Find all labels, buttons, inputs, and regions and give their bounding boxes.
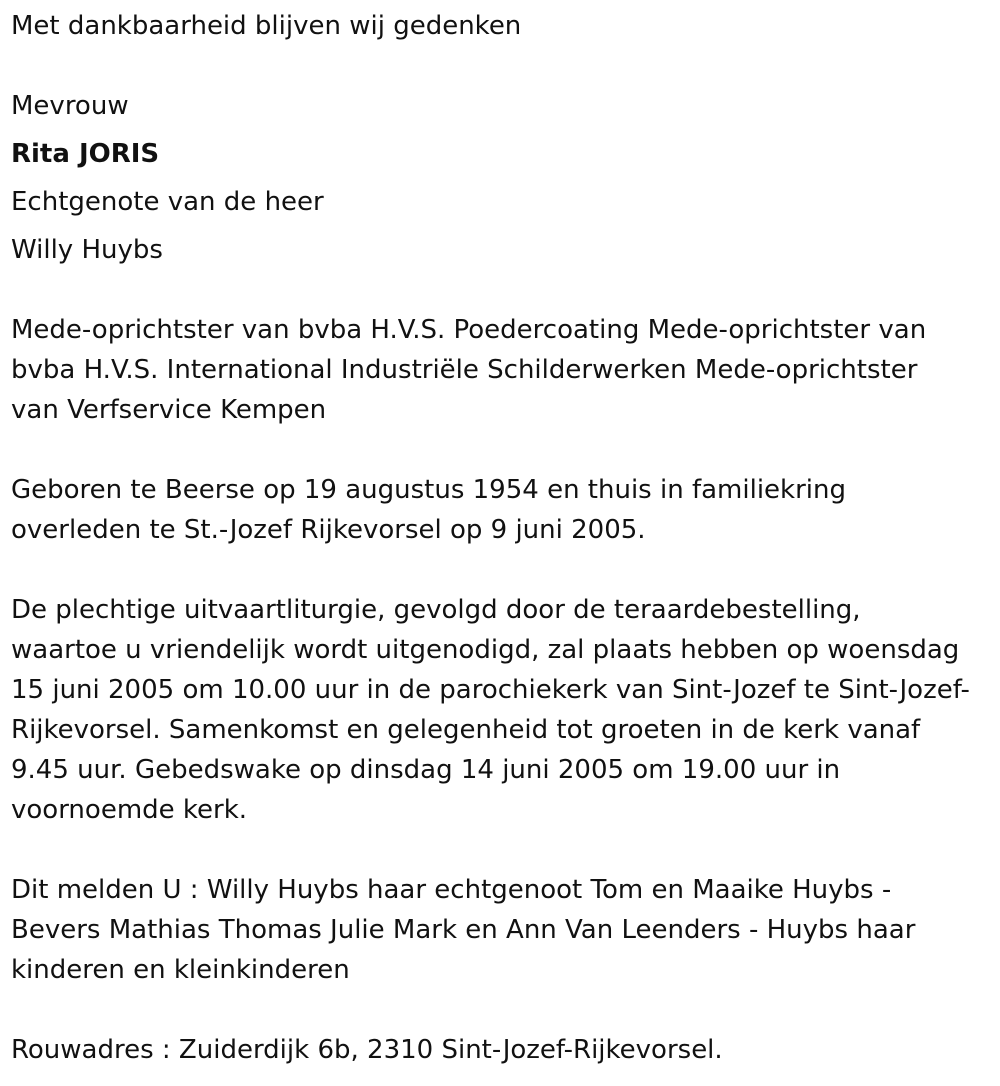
spacer — [11, 46, 990, 86]
founder-line: bvba H.V.S. International Industriële Schilderwerken Mede-oprichtster — [11, 355, 918, 385]
funeral-line: voornoemde kerk. — [11, 795, 248, 825]
spacer — [11, 550, 990, 590]
spacer — [11, 270, 990, 310]
spacer — [11, 430, 990, 470]
funeral-line: waartoe u vriendelijk wordt uitgenodigd, zal plaats hebben op woensdag — [11, 635, 960, 665]
announcers-line: kinderen en kleinkinderen — [11, 955, 350, 985]
funeral-line: Rijkevorsel. Samenkomst en gelegenheid tot groeten in de kerk vanaf — [11, 715, 921, 745]
birth-death-line: overleden te St.-Jozef Rijkevorsel op 9 juni 2005. — [11, 515, 646, 545]
funeral-paragraph — [11, 590, 990, 830]
salutation: Mevrouw — [11, 91, 129, 121]
intro-text: Met dankbaarheid blijven wij gedenken — [11, 11, 522, 41]
birth-death-paragraph — [11, 470, 990, 550]
birth-death-line: Geboren te Beerse op 19 augustus 1954 en thuis in familiekring — [11, 475, 846, 505]
spouse-line-2: Willy Huybs — [11, 235, 163, 265]
spacer — [11, 830, 990, 870]
founder-line: van Verfservice Kempen — [11, 395, 327, 425]
announcers-line: Dit melden U : Willy Huybs haar echtgenoot Tom en Maaike Huybs - — [11, 875, 892, 905]
funeral-line: 9.45 uur. Gebedswake op dinsdag 14 juni 2005 om 19.00 uur in — [11, 755, 841, 785]
deceased-name: Rita JORIS — [11, 139, 160, 169]
funeral-line: 15 juni 2005 om 10.00 uur in de parochiekerk van Sint-Jozef te Sint-Jozef- — [11, 675, 970, 705]
founder-paragraph — [11, 310, 990, 430]
spouse-line-1: Echtgenote van de heer — [11, 187, 324, 217]
funeral-line: De plechtige uitvaartliturgie, gevolgd door de teraardebestelling, — [11, 595, 861, 625]
mourning-address: Rouwadres : Zuiderdijk 6b, 2310 Sint-Jozef-Rijkevorsel. — [11, 1035, 723, 1065]
announcers-paragraph — [11, 870, 990, 990]
founder-line: Mede-oprichtster van bvba H.V.S. Poedercoating Mede-oprichtster van — [11, 315, 927, 345]
announcers-line: Bevers Mathias Thomas Julie Mark en Ann Van Leenders - Huybs haar — [11, 915, 916, 945]
spacer — [11, 990, 990, 1030]
